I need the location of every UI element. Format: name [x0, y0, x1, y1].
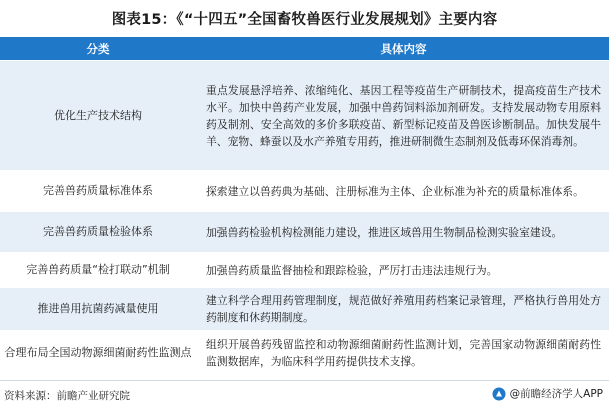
row-content: 探索建立以兽药典为基础、注册标准为主体、企业标准为补充的质量标准体系。	[206, 184, 584, 198]
table-row	[0, 331, 609, 376]
row-category: 完善兽药质量标准体系	[43, 184, 153, 197]
table-row	[0, 171, 609, 212]
row-category: 合理布局全国动物源细菌耐药性监测点	[4, 346, 192, 359]
table-row	[0, 288, 609, 331]
header-content: 具体内容	[380, 41, 427, 56]
table-row	[0, 253, 609, 288]
table-row	[0, 212, 609, 253]
chart-title: 图表15：《“十四五”全国畜牧兽医行业发展规划》主要内容	[111, 12, 498, 28]
row-category: 完善兽药质量“检打联动”机制	[26, 263, 170, 276]
row-content: 加强兽药质量监督抽检和跟踪检验，严厉打击违法违规行为。	[206, 263, 498, 277]
row-content: 重点发展悬浮培养、浓缩纯化、基因工程等疫苗生产研制技术，提高疫苗生产技术水平。加快中兽药产业发展，加强中兽药饲料添加剂研发。支持发展动物专用原料药及制剂、安全高效的多价多联疫苗、新型标记疫苗及兽医诊断制品。加快发展牛羊、宠物、蜂蚕以及水产养殖专用药，推进研制微生态制剂及低毒环保消毒剂。	[206, 83, 601, 148]
row-category: 推进兽用抗菌药减量使用	[37, 302, 159, 315]
row-category: 优化生产技术结构	[54, 108, 142, 122]
row-category: 完善兽药质量检验体系	[43, 225, 153, 238]
brand-label: @前瞻经济学人APP	[509, 388, 603, 400]
source-note: 资料来源：前瞻产业研究院	[4, 390, 130, 402]
row-content: 加强兽药检验机构检测能力建设，推进区域兽用生物制品检测实验室建设。	[206, 225, 563, 239]
header-category: 分类	[86, 41, 110, 56]
row-content: 组织开展兽药残留监控和动物源细菌耐药性监测计划，完善国家动物源细菌耐药性监测数据库，为临床科学用药提供技术支撑。	[206, 338, 601, 368]
footer-divider	[0, 380, 609, 381]
table-header-row	[0, 37, 609, 61]
content-table	[0, 37, 609, 376]
brand-logo-icon	[492, 387, 506, 401]
row-content: 建立科学合理用药管理制度，规范做好养殖用药档案记录管理，严格执行兽用处方药制度和休药期制度。	[206, 294, 601, 324]
brand-credit	[492, 386, 603, 401]
table-row	[0, 61, 609, 171]
